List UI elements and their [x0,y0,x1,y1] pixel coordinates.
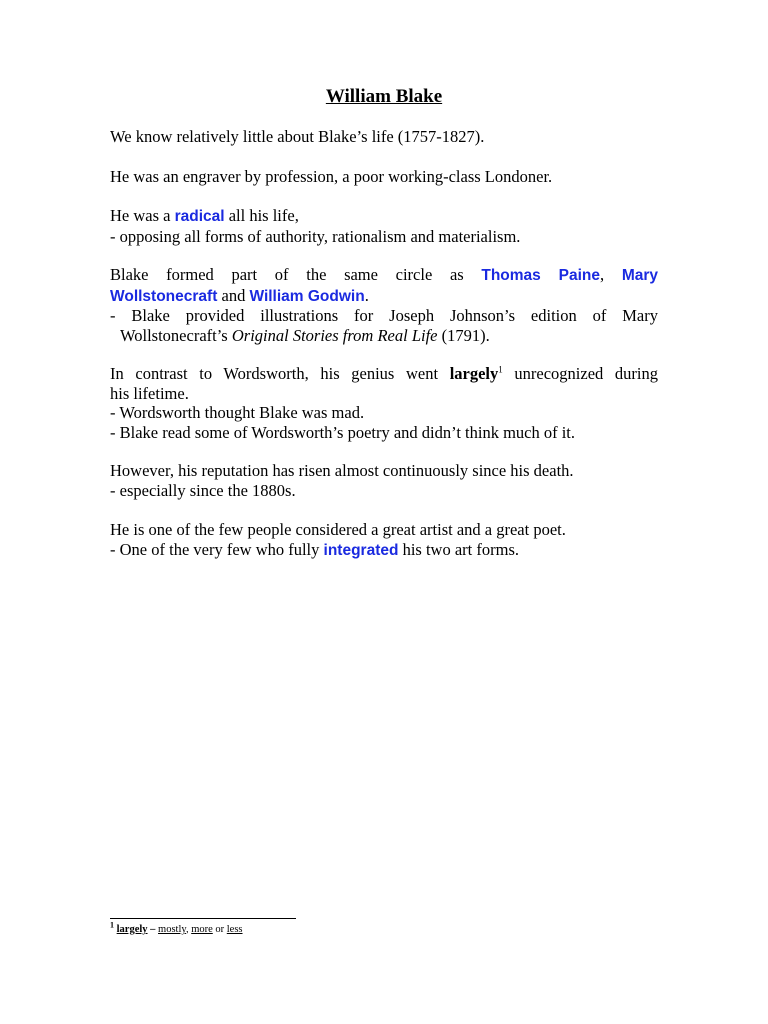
paragraph-text: He was an engraver by profession, a poor working-class Londoner. [110,167,553,186]
paragraph-profession [110,167,658,187]
footnote-term: largely [116,924,148,935]
keyword-wollstonecraft: Wollstonecraft [110,287,218,305]
text-line: In contrast to Wordsworth, his genius went largely$^1$ unrecognized during [110,364,658,383]
paragraph-radical [110,206,658,246]
text-line: - opposing all forms of authority, rationalism and materialism. [110,226,521,246]
text-line: - One of the very few who fully integrated his two art forms. [110,539,519,559]
footnote-marker: 1 [498,364,503,375]
paragraph-artist-poet [110,520,658,560]
text-line: He is one of the few people considered a great artist and a great poet. [110,520,566,539]
paragraph-circle [110,265,658,345]
footnote-definition-word: less [226,924,243,935]
keyword-william-godwin: William Godwin [249,287,365,305]
keyword-thomas-paine: Thomas Paine [481,267,601,284]
text-line: - Wordsworth thought Blake was mad. [110,403,365,422]
paragraph-text: We know relatively little about Blake’s life (1757-1827). [110,127,485,146]
text-line: However, his reputation has risen almost continuously since his death. [110,461,574,480]
paragraph-reputation [110,461,658,500]
text-line: He was a radical all his life, [110,206,299,225]
footnote: $^1$ largely – mostly, more or less [110,920,243,935]
keyword-radical: radical [174,208,225,225]
keyword-mary: Mary [621,267,659,284]
text-line: - especially since the 1880s. [110,480,296,500]
footnote-number: 1 [110,920,114,930]
text-line: - Blake provided illustrations for Joseph Johnson’s edition of Mary [110,306,658,325]
keyword-integrated: integrated [323,541,399,559]
book-title: Original Stories from Real Life [231,325,438,345]
footnote-divider [110,918,296,919]
paragraph-life [110,127,658,147]
page-title: William Blake [325,86,443,107]
text-line: - Blake read some of Wordsworth’s poetry and didn’t think much of it. [110,422,576,442]
footnote-definition-word: mostly [158,924,186,935]
paragraph-wordsworth [110,364,658,442]
text-line: Wollstonecraft’s Original Stories from Real Life (1791). [120,325,490,345]
keyword-largely: largely [449,364,499,383]
text-line: Blake formed part of the same circle as Thomas Paine, Mary [110,265,659,284]
text-line: Wollstonecraft and William Godwin. [110,285,369,305]
text-line: his lifetime. [110,383,189,403]
footnote-definition-word: more [191,924,213,935]
